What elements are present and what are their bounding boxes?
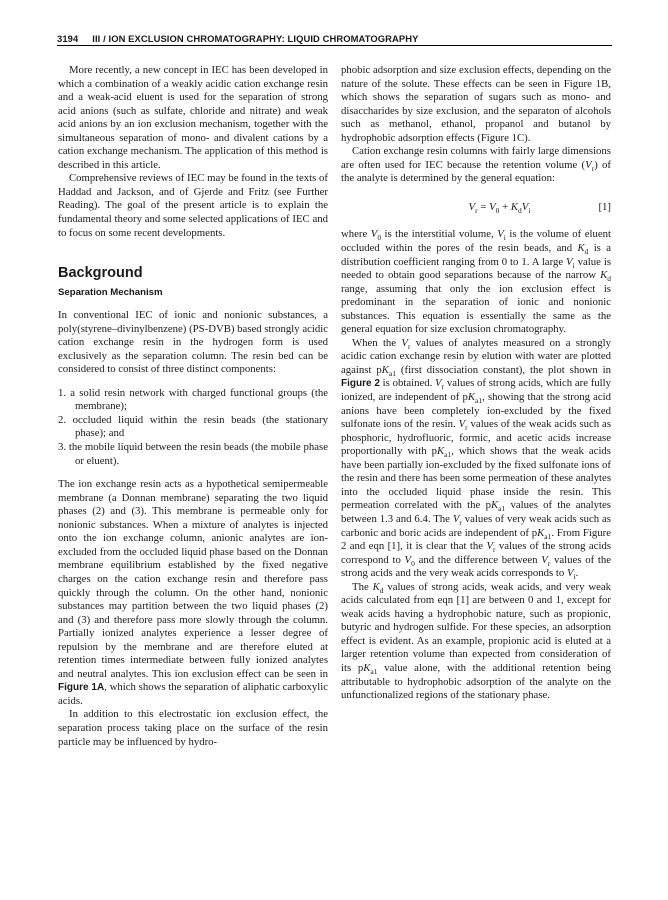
- paragraph: where $V_0$ is the interstitial volume, $V_i$ is the volume of eluent occluded within the pores of the resin beads, and $K_d$ is a distribution coefficient ranging from 0 to 1. A large $V_i$ value is needed to obtain good separations because of the narrow $K_d$ range, assuming that only the ion exclusion effect is predominant in the separation of ionic and nonionic substances. This equation is essentially the same as the general equation for size exclusion chromatography.: [341, 228, 611, 336]
- left-column: [58, 64, 328, 749]
- list-item: 3. the mobile liquid between the resin beads (the mobile phase or eluent).: [58, 441, 328, 467]
- figure-reference[interactable]: Figure 1A: [58, 682, 105, 694]
- paragraph: In conventional IEC of ionic and nonionic substances, a poly(styrene–divinylbenzene) (PS-DVB) based strongly acidic cation exchange resin in the hydrogen form is used exclusively as the separation column. The resin bed can be considered to consist of three distinct components:: [58, 309, 328, 376]
- paragraph: More recently, a new concept in IEC has been developed in which a combination of a weakly acidic cation exchange resin and a weak-acid eluent is used for the separation of strong acid anions (such as sulfate, chloride and nitrate) and weak acid anions by an ion exclusion mechanism, together with the simultaneous separation of mono- and divalent cations by a cation exchange mechanism. The application of this method is described in this article.: [58, 64, 328, 171]
- running-title: III / ION EXCLUSION CHROMATOGRAPHY: LIQUID CHROMATOGRAPHY: [92, 33, 419, 44]
- equation-1: $V_r = V_0 + K_dV_i$ [1]: [468, 200, 611, 216]
- list-item: 1. a solid resin network with charged functional groups (the membrane);: [58, 386, 328, 413]
- page-number: 3194: [57, 33, 79, 44]
- right-column: [341, 64, 611, 703]
- paragraph: The ion exchange resin acts as a hypothetical semipermeable membrane (a Donnan membrane) separating the two liquid phases (2) and (3). This membrane is permeable only for nonionic substances. When a mixture of analytes is injected onto the ion exchange column, anionic analytes are ion-excluded from the occluded liquid phase based on the Donnan membrane equilibrium established by the fixed negative charges on the cation exchange resin and therefore pass quickly through the column. On the other hand, nonionic substances may partition between the two liquid phases (2) and (3) and therefore pass more slowly through the column. Partially ionized analytes experience a lesser degree of repulsion by the membrane and are therefore eluted at retention times intermediate between fully ionized analytes and neutral analytes. This ion exclusion effect can be seen in Figure 1A, which shows the separation of aliphatic carboxylic acids.: [58, 478, 329, 707]
- paragraph: The $K_d$ values of strong acids, weak acids, and very weak acids calculated from eqn [1] are between 0 and 1, except for weak acids having a hydrophobic nature, such as propionic, butyric and hydrogen sulfide. For these species, an adsorption effect is evident. As an example, propionic acid is eluted at a larger retention volume than expected from consideration of its $pK_{a1}$ value alone, with the additional retention being attributable to hydrophobic adsorption of the analyte on the unfunctionalized regions of the stationary phase.: [341, 580, 612, 702]
- paragraph: Comprehensive reviews of IEC may be found in the texts of Haddad and Jackson, and of Gjerde and Fritz (see Further Reading). The goal of the present article is to explain the fundamental theory and some selected applications of IEC and to focus on some recent developments.: [58, 172, 328, 239]
- subsection-heading: Separation Mechanism: [58, 287, 163, 299]
- paragraph: In addition to this electrostatic ion exclusion effect, the separation process taking place on the surface of the resin particle may be influenced by hydro-: [58, 708, 328, 748]
- section-heading: Background: [58, 265, 143, 282]
- paragraph: Cation exchange resin columns with fairly large dimensions are often used for IEC because the retention volume $(V_r)$ of the analyte is determined by the general equation:: [341, 145, 611, 185]
- list-item: 2. occluded liquid within the resin beads (the stationary phase); and: [58, 413, 328, 440]
- equation-number: [1]: [598, 200, 611, 213]
- header-rule: [57, 45, 612, 46]
- component-list: [58, 387, 328, 468]
- paragraph: When the $V_r$ values of analytes measured on a strongly acidic cation exchange resin by elution with water are plotted against $pK_{a1}$ (first dissociation constant), the plot shown in Figure 2 is obtained. $V_r$ values of strong acids, which are fully ionized, are independent of $pK_{a1}$, showing that the strong acid anions have been completely ion-excluded by the fixed sulfonate ions of the resin. $V_r$ values of the weak acids such as phosphoric, hydrofluoric, formic, and acetic acids increase proportionally with $pK_{a1}$, which shows that the weak acids have been partially ion-excluded by the fixed sulfonate ions of the resin and there has been some permeation of these analytes into the occluded liquid phase inside the resin. This permeation correlated with the $pK_{a1}$ values of the analytes between 1.3 and 6.4. The $V_r$ values of very weak acids such as carbonic and boric acids are independent of $pK_{a1}$. From Figure 2 and eqn [1], it is clear that the $V_r$ values of the strong acids correspond to $V_0$ and the difference between $V_r$ values of the strong acids and the very weak acids corresponds to $V_i$.: [341, 336, 612, 582]
- paragraph: phobic adsorption and size exclusion effects, depending on the nature of the solute. These effects can be seen in Figure 1B, which shows the separation of sugars such as mono- and disaccharides by size exclusion, and the separaton of alcohols such as methanol, ethanol, propanol and butanol by hydrophobic adsorption effects (Figure 1C).: [341, 64, 611, 144]
- figure-reference[interactable]: Figure 2: [341, 378, 380, 390]
- running-header: [57, 33, 612, 44]
